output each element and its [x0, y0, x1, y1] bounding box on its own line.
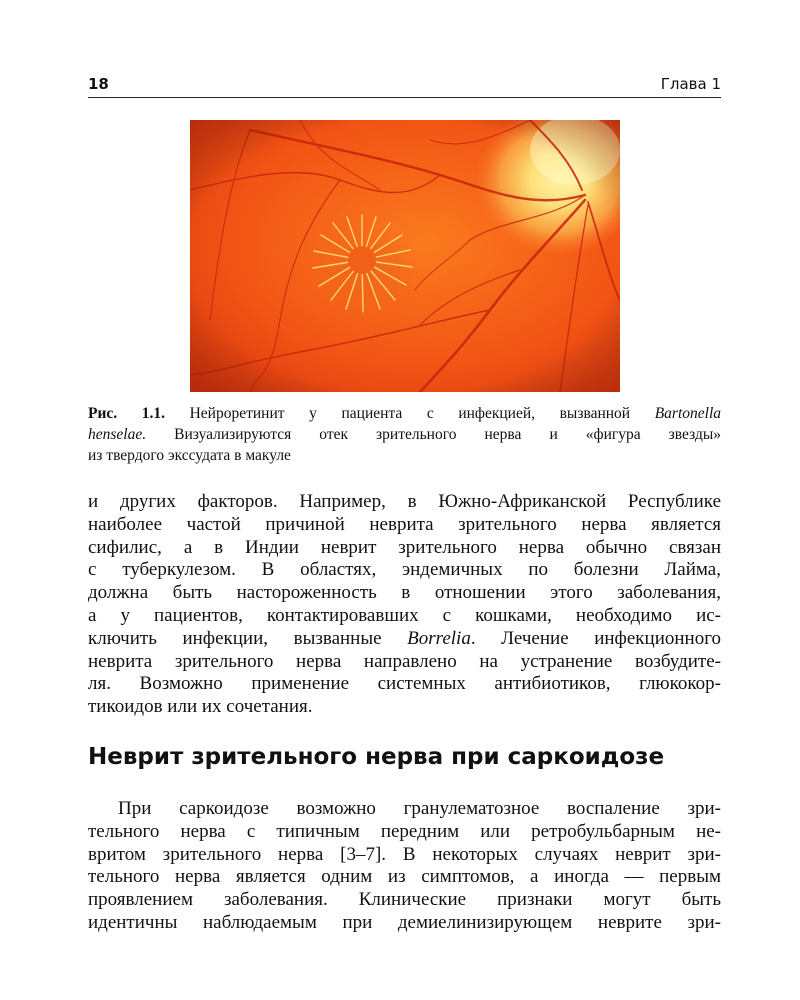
caption-line: из твердого экссудата в макуле [88, 447, 291, 464]
text-line: с туберкулезом. В областях, эндемичных по болезни Лайма, [88, 559, 721, 581]
text-span: . Лечение инфекционного [470, 627, 722, 649]
text-line: ля. Возможно применение системных антибиотиков, глюкокор- [88, 673, 721, 695]
figure-label: Рис. 1.1. [88, 405, 165, 422]
fundus-image [190, 120, 620, 392]
header-rule [88, 97, 721, 98]
text-line: идентичны наблюдаемым при демиелинизирующем неврите зри- [88, 911, 721, 933]
text-line: сифилис, а в Индии неврит зрительного нерва обычно связан [88, 536, 721, 558]
paragraph-2 [88, 798, 721, 935]
text-line: а у пациентов, контактировавших с кошками, необходимо ис- [88, 604, 721, 626]
text-line: должна быть настороженность в отношении этого заболевания, [88, 582, 721, 604]
text-line: вритом зрительного нерва [3–7]. В некоторых случаях неврит зри- [88, 843, 721, 865]
paragraph-1 [88, 491, 721, 719]
text-line [88, 628, 721, 651]
text-line: тикоидов или их сочетания. [88, 696, 313, 718]
text-line: При саркоидозе возможно гранулематозное воспаление зри- [118, 798, 721, 819]
caption-italic: Bartonella [654, 405, 722, 422]
text-line: проявлением заболевания. Клинические признаки могут быть [88, 889, 721, 911]
running-head [88, 75, 721, 97]
text-line: тельного нерва с типичным передним или ретробульбарным не- [88, 820, 721, 842]
chapter-label: Глава 1 [660, 75, 721, 93]
caption-line [88, 403, 721, 424]
fundus-photograph [190, 120, 620, 392]
page-number: 18 [88, 75, 109, 93]
caption-text: Нейроретинит у пациента с инфекцией, вызванной [189, 405, 631, 422]
section-heading: Неврит зрительного нерва при саркоидозе [88, 744, 665, 770]
figure-caption [88, 403, 721, 466]
text-line: и других факторов. Например, в Южно-Африканской Республике [88, 491, 721, 512]
text-line: тельного нерва является одним из симптомов, а иногда — первым [88, 866, 721, 888]
text-line: наиболее частой причиной неврита зрительного нерва является [88, 513, 721, 535]
caption-text: Визуализируются отек зрительного нерва и «фигура звезды» [174, 426, 721, 443]
text-line: неврита зрительного нерва направлено на устранение возбудите- [88, 650, 721, 672]
italic-term: Borrelia [407, 627, 471, 649]
caption-line [88, 424, 721, 445]
caption-italic: henselae. [88, 426, 147, 443]
text-span: ключить инфекции, вызванные [88, 627, 382, 649]
